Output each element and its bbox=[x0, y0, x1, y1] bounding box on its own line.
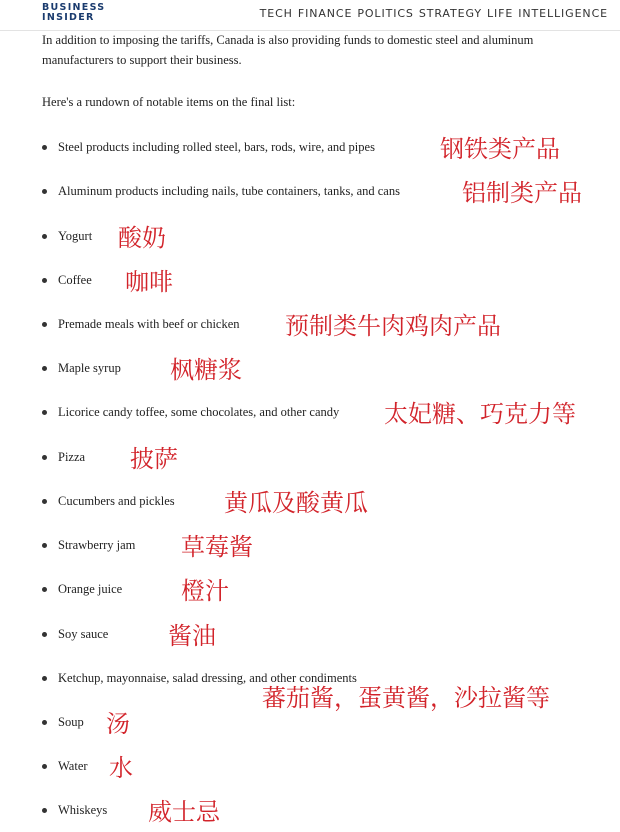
bullet-icon bbox=[42, 410, 47, 415]
item-english: Orange juice bbox=[58, 582, 123, 596]
item-chinese-annotation: 水 bbox=[109, 754, 133, 782]
item-chinese-annotation: 铝制类产品 bbox=[462, 179, 582, 207]
bullet-icon bbox=[42, 764, 47, 769]
bullet-icon bbox=[42, 808, 47, 813]
nav-life[interactable]: LIFE bbox=[486, 7, 514, 20]
item-english: Aluminum products including nails, tube containers, tanks, and cans bbox=[58, 184, 400, 198]
item-chinese-annotation: 黄瓜及酸黄瓜 bbox=[224, 489, 368, 517]
item-english: Steel products including rolled steel, bars, rods, wire, and pipes bbox=[58, 140, 375, 154]
item-chinese-annotation: 枫糖浆 bbox=[170, 356, 242, 384]
business-insider-logo[interactable] bbox=[42, 3, 105, 23]
item-english: Water bbox=[58, 759, 88, 773]
item-english: Cucumbers and pickles bbox=[58, 494, 175, 508]
bullet-icon bbox=[42, 587, 47, 592]
nav-finance[interactable]: FINANCE bbox=[297, 7, 353, 20]
list-item bbox=[0, 666, 620, 712]
item-english: Coffee bbox=[58, 273, 92, 287]
site-header bbox=[0, 0, 620, 31]
bullet-icon bbox=[42, 189, 47, 194]
bullet-icon bbox=[42, 234, 47, 239]
item-chinese-annotation: 预制类牛肉鸡肉产品 bbox=[285, 312, 501, 340]
item-chinese-annotation: 酱油 bbox=[168, 622, 216, 650]
bullet-icon bbox=[42, 366, 47, 371]
item-english: Maple syrup bbox=[58, 361, 121, 375]
bullet-icon bbox=[42, 720, 47, 725]
bullet-icon bbox=[42, 145, 47, 150]
bullet-icon bbox=[42, 499, 47, 504]
list-item bbox=[0, 798, 620, 824]
bullet-icon bbox=[42, 632, 47, 637]
list-item bbox=[0, 445, 620, 471]
bullet-icon bbox=[42, 322, 47, 327]
list-item bbox=[0, 622, 620, 648]
item-chinese-annotation: 汤 bbox=[106, 710, 130, 738]
item-english: Premade meals with beef or chicken bbox=[58, 317, 240, 331]
item-english: Whiskeys bbox=[58, 803, 108, 817]
item-english: Ketchup, mayonnaise, salad dressing, and other condiments bbox=[58, 671, 357, 685]
list-item bbox=[0, 533, 620, 559]
section-nav bbox=[260, 7, 608, 20]
item-chinese-annotation: 酸奶 bbox=[118, 224, 166, 252]
list-item bbox=[0, 400, 620, 426]
list-item bbox=[0, 312, 620, 338]
item-chinese-annotation: 草莓酱 bbox=[181, 533, 253, 561]
item-english: Soy sauce bbox=[58, 627, 109, 641]
item-chinese-annotation: 咖啡 bbox=[125, 268, 173, 296]
bullet-icon bbox=[42, 543, 47, 548]
list-item bbox=[0, 356, 620, 382]
nav-tech[interactable]: TECH bbox=[259, 7, 293, 20]
bullet-icon bbox=[42, 455, 47, 460]
bullet-icon bbox=[42, 676, 47, 681]
bullet-icon bbox=[42, 278, 47, 283]
list-item bbox=[0, 754, 620, 780]
list-item bbox=[0, 577, 620, 603]
item-chinese-annotation: 钢铁类产品 bbox=[440, 135, 560, 163]
list-item bbox=[0, 710, 620, 736]
list-item bbox=[0, 268, 620, 294]
list-intro: Here's a rundown of notable items on the final list: bbox=[42, 95, 296, 109]
item-english: Strawberry jam bbox=[58, 538, 136, 552]
item-english: Licorice candy toffee, some chocolates, and other candy bbox=[58, 405, 340, 419]
nav-intelligence[interactable]: INTELLIGENCE bbox=[518, 7, 608, 20]
list-item bbox=[0, 179, 620, 205]
article-intro: In addition to imposing the tariffs, Canada is also providing funds to domestic steel and aluminum manufacturers to support their business. bbox=[42, 33, 534, 67]
item-chinese-annotation: 蕃茄酱，蛋黄酱，沙拉酱等 bbox=[262, 684, 550, 712]
item-chinese-annotation: 橙汁 bbox=[181, 577, 229, 605]
item-english: Soup bbox=[58, 715, 84, 729]
list-item bbox=[0, 224, 620, 250]
list-item bbox=[0, 489, 620, 515]
item-chinese-annotation: 威士忌 bbox=[148, 798, 220, 826]
logo-line-1: BUSINESS bbox=[42, 2, 106, 13]
nav-strategy[interactable]: STRATEGY bbox=[418, 7, 482, 20]
nav-politics[interactable]: POLITICS bbox=[357, 7, 414, 20]
logo-line-2: INSIDER bbox=[42, 12, 95, 23]
list-item bbox=[0, 135, 620, 161]
item-english: Yogurt bbox=[58, 229, 93, 243]
item-chinese-annotation: 披萨 bbox=[130, 445, 178, 473]
item-english: Pizza bbox=[58, 450, 86, 464]
item-chinese-annotation: 太妃糖、巧克力等 bbox=[384, 400, 576, 428]
